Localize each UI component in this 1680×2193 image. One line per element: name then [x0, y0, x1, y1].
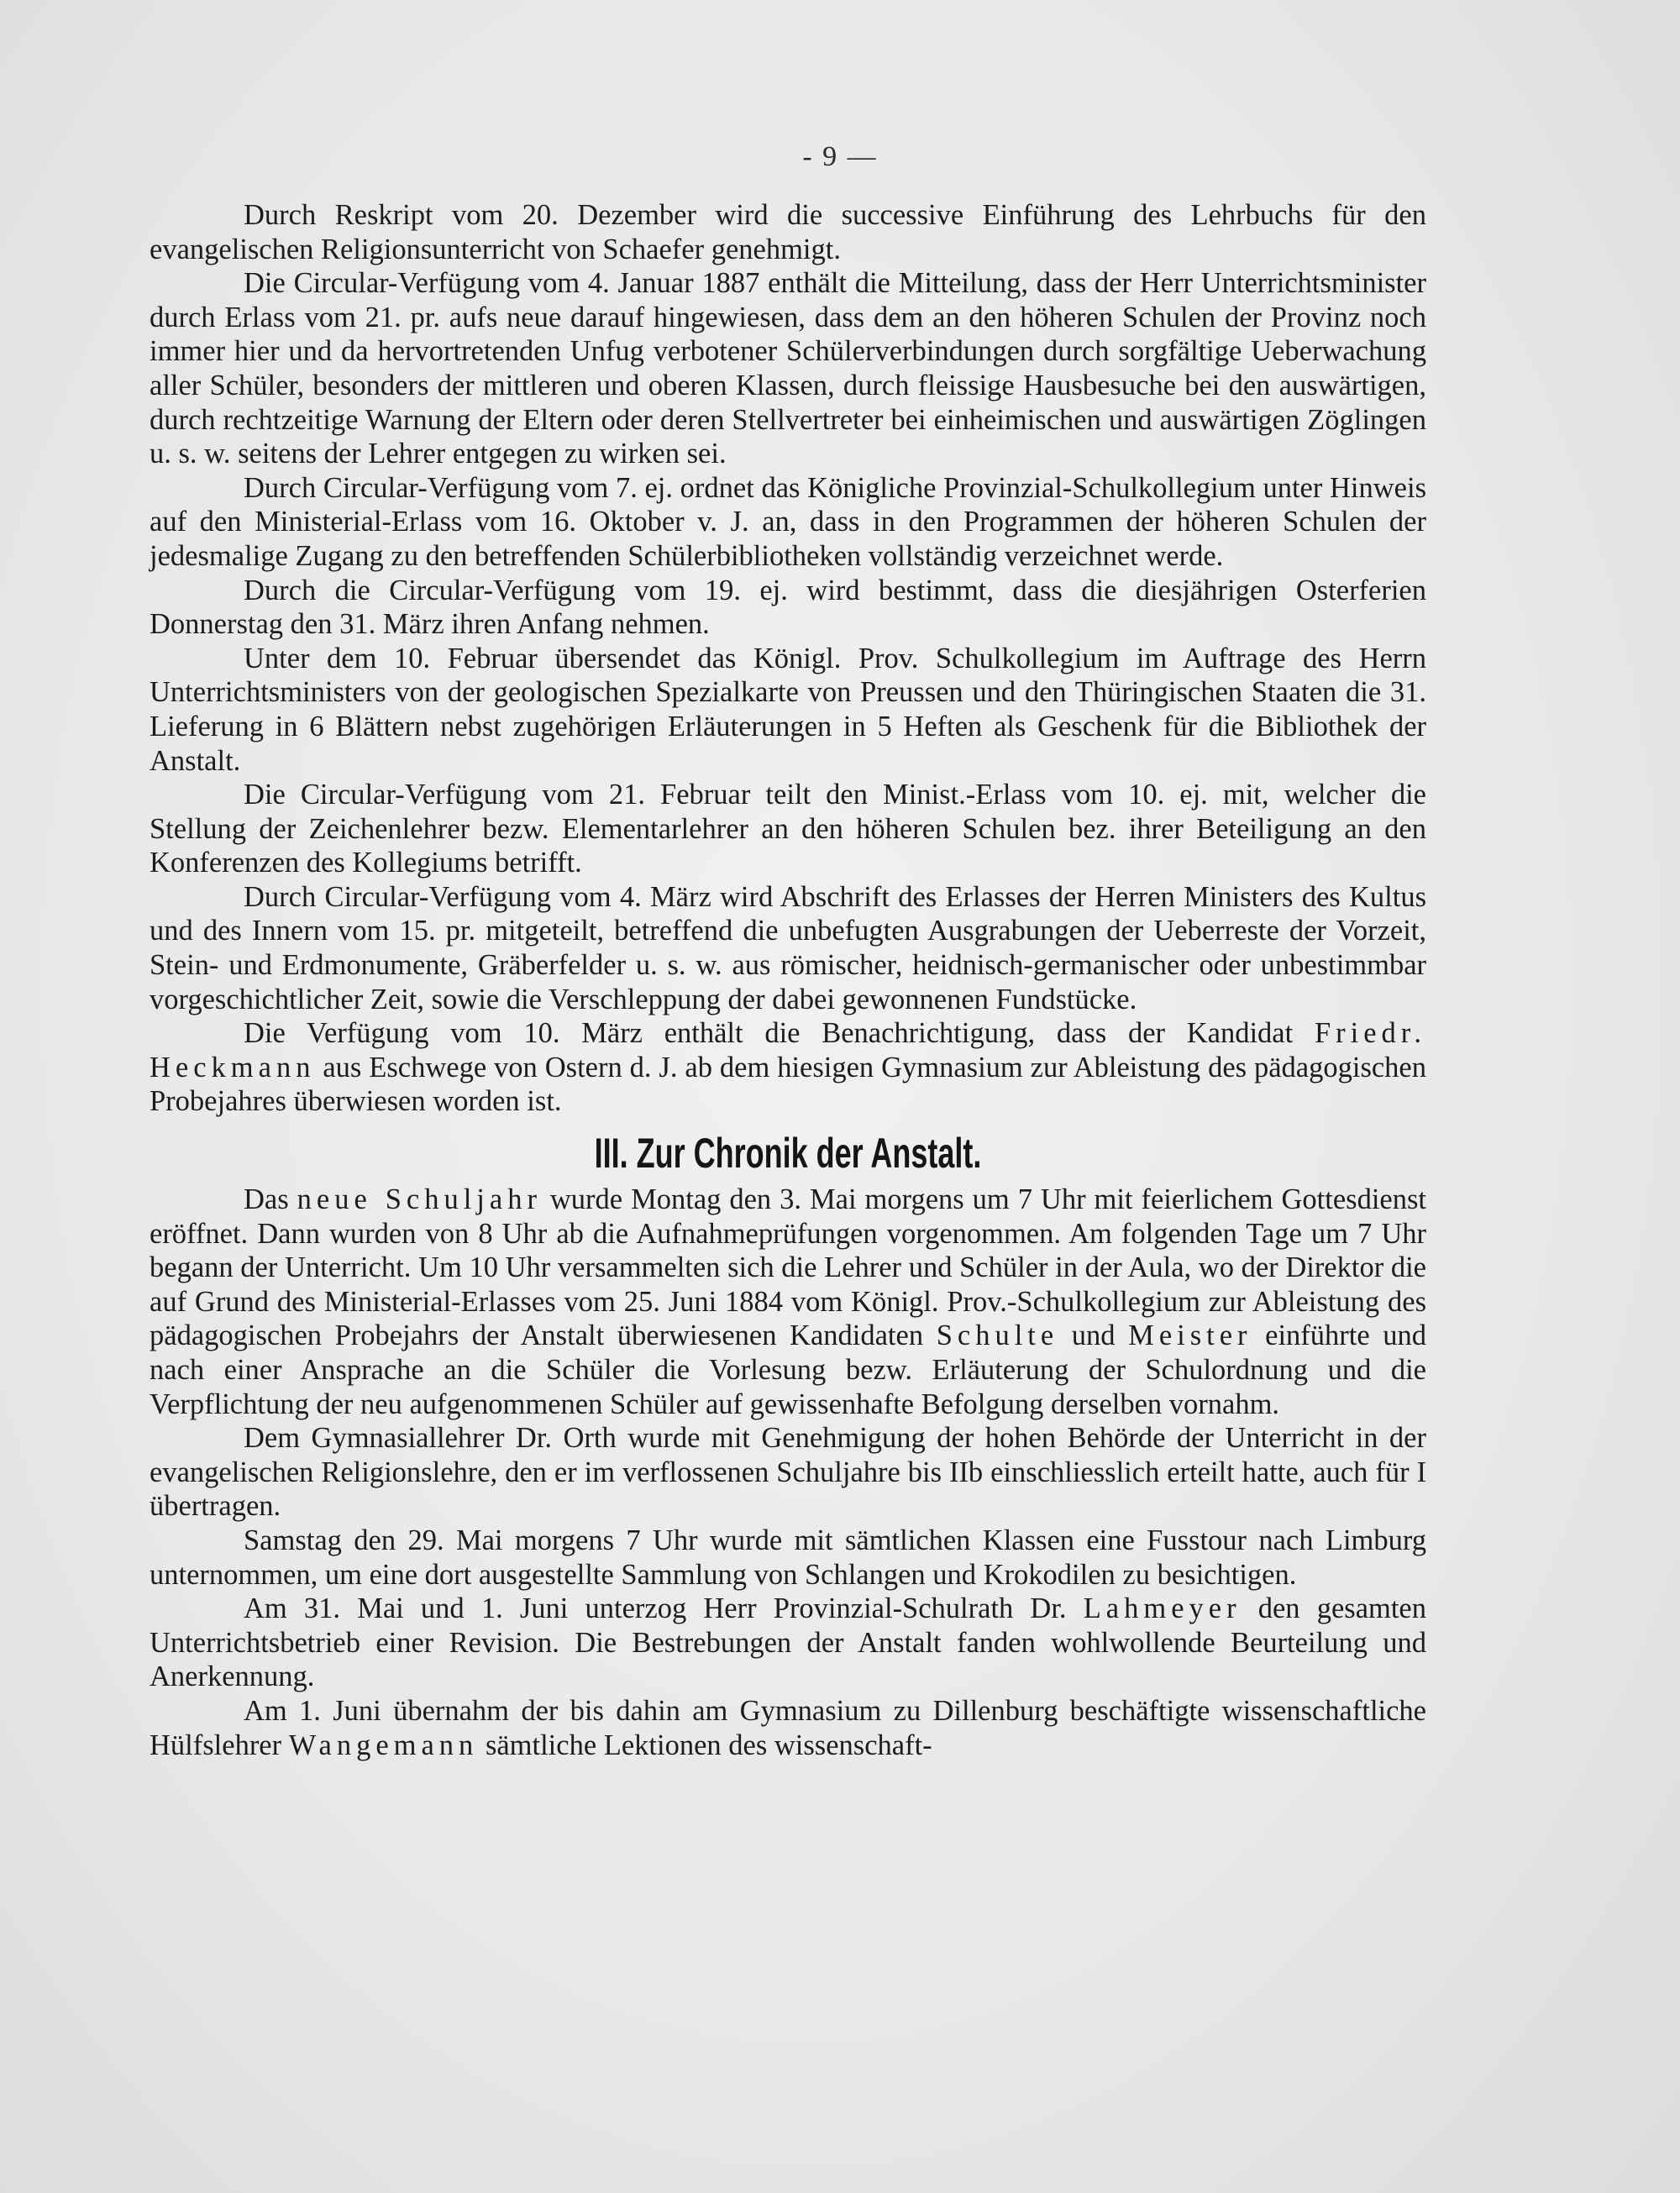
person-name: Lahmeyer [1083, 1592, 1242, 1625]
text-run: Das [244, 1183, 297, 1216]
person-name: Meister [1128, 1319, 1252, 1352]
text-run: wurde Montag den 3. Mai morgens um 7 Uhr mit feierlichem Gottesdienst eröffnet. Dann wurden von 8 Uhr ab die Aufnahmeprüfungen vorgenommen. Am folgenden Tage um 7 Uhr begann der Unterricht. Um 10 Uhr versammelten sich die Lehrer und Schüler in der Aula, wo der Direktor die auf Grund des Ministerial-Erlasses vom 25. Juni 1884 vom Königl. Prov.-Schulkollegium zur Ableistung des pädagogischen Probejahrs der Anstalt überwiesenen Kandidaten [150, 1183, 1426, 1352]
paragraph-schuelerverbindungen: Die Circular-Verfügung vom 4. Januar 1887 enthält die Mitteilung, dass der Herr Unterrichtsminister durch Erlass vom 21. pr. aufs neue darauf hingewiesen, dass dem an den höheren Schulen der Provinz noch immer hier und da hervortretenden Unfug verbotener Schülerverbindungen durch sorgfältige Ueberwachung aller Schüler, besonders der mittleren und oberen Klassen, durch fleissige Hausbesuche bei den auswärtigen, durch rechtzeitige Warnung der Eltern oder deren Stellvertreter bei einheimischen und auswärtigen Zöglingen u. s. w. seitens der Lehrer entgegen zu wirken sei. [150, 267, 1426, 470]
page-number: - 9 — [802, 141, 878, 172]
paragraph-schuljahr [150, 1183, 1426, 1421]
page-body [150, 198, 1426, 1762]
person-name: Friedr. Heckmann [150, 1017, 1426, 1083]
text-run: und [1058, 1319, 1129, 1352]
paragraph-schuelerbibliotheken: Durch Circular-Verfügung vom 7. ej. ordnet das Königliche Provinzial-Schulkollegium unter Hinweis auf den Ministerial-Erlass vom 16. Oktober v. J. an, dass in den Programmen der höheren Schulen der jedesmalige Zugang zu den betreffenden Schülerbibliotheken vollständig verzeichnet werde. [150, 471, 1426, 572]
text-run: aus Eschwege von Ostern d. J. ab dem hiesigen Gymnasium zur Ableistung des pädagogischen Probejahres überwiesen worden ist. [150, 1051, 1426, 1118]
paragraph-fusstour: Samstag den 29. Mai morgens 7 Uhr wurde mit sämtlichen Klassen eine Fusstour nach Limburg unternommen, um eine dort ausgestellte Sammlung von Schlangen und Krokodilen zu besichtigen. [150, 1524, 1426, 1591]
paragraph-ausgrabungen: Durch Circular-Verfügung vom 4. März wird Abschrift des Erlasses der Herren Ministers des Kultus und des Innern vom 15. pr. mitgeteilt, betreffend die unbefugten Ausgrabungen der Ueberreste der Vorzeit, Stein- und Erdmonumente, Gräberfelder u. s. w. aus römischer, heidnisch-germanischer oder unbestimmbar vorgeschichtlicher Zeit, sowie die Verschleppung der dabei gewonnenen Fundstücke. [150, 880, 1426, 1015]
paragraph-probejahr [150, 1016, 1426, 1119]
person-name: Wangemann [288, 1729, 479, 1761]
text-run: Die Verfügung vom 10. März enthält die Benachrichtigung, dass der Kandidat [244, 1017, 1315, 1050]
text-run: Am 31. Mai und 1. Juni unterzog Herr Provinzial-Schulrath Dr. [244, 1592, 1084, 1625]
emphasis-text: neue Schuljahr [297, 1183, 542, 1216]
paragraph-lehrbuch: Durch Reskript vom 20. Dezember wird die successive Einführung des Lehrbuchs für den evangelischen Religionsunterricht von Schaefer genehmigt. [150, 199, 1426, 265]
paragraph-zeichenlehrer: Die Circular-Verfügung vom 21. Februar teilt den Minist.-Erlass vom 10. ej. mit, welcher die Stellung der Zeichenlehrer bezw. Elementarlehrer an den höheren Schulen bez. ihrer Beteiligung an den Konferenzen des Kollegiums betrifft. [150, 779, 1426, 879]
paragraph-spezialkarte: Unter dem 10. Februar übersendet das Königl. Prov. Schulkollegium im Auftrage des Herrn Unterrichtsministers von der geologischen Spezialkarte von Preussen und den Thüringischen Staaten die 31. Lieferung in 6 Blättern nebst zugehörigen Erläuterungen in 5 Heften als Geschenk für die Bibliothek der Anstalt. [150, 642, 1426, 777]
paragraph-revision [150, 1592, 1426, 1694]
paragraph-osterferien: Durch die Circular-Verfügung vom 19. ej. wird bestimmt, dass die diesjährigen Osterferien Donnerstag den 31. März ihren Anfang nehmen. [150, 574, 1426, 641]
paragraph-huelfslehrer [150, 1694, 1426, 1762]
text-run: einführte und nach einer Ansprache an die Schüler die Vorlesung bezw. Erläuterung der Schulordnung und die Verpflichtung der neu aufgenommenen Schüler auf gewissenhafte Befolgung derselben vornahm. [150, 1319, 1427, 1420]
text-run: den gesamten Unterrichtsbetrieb einer Revision. Die Bestrebungen der Anstalt fanden wohlwollende Beurteilung und Anerkennung. [150, 1592, 1426, 1693]
paragraph-religionslehre: Dem Gymnasiallehrer Dr. Orth wurde mit Genehmigung der hohen Behörde der Unterricht in der evangelischen Religionslehre, den er im verflossenen Schuljahre bis IIb einschliesslich erteilt hatte, auch für I übertragen. [150, 1422, 1426, 1523]
person-name: Schulte [936, 1319, 1059, 1352]
text-run: Am 1. Juni übernahm der bis dahin am Gymnasium zu Dillenburg beschäftigte wissenschaftliche Hülfslehrer [150, 1694, 1426, 1761]
section-heading: III. Zur Chronik der Anstalt. [594, 1130, 982, 1178]
text-run: sämtliche Lektionen des wissenschaft- [478, 1729, 932, 1761]
